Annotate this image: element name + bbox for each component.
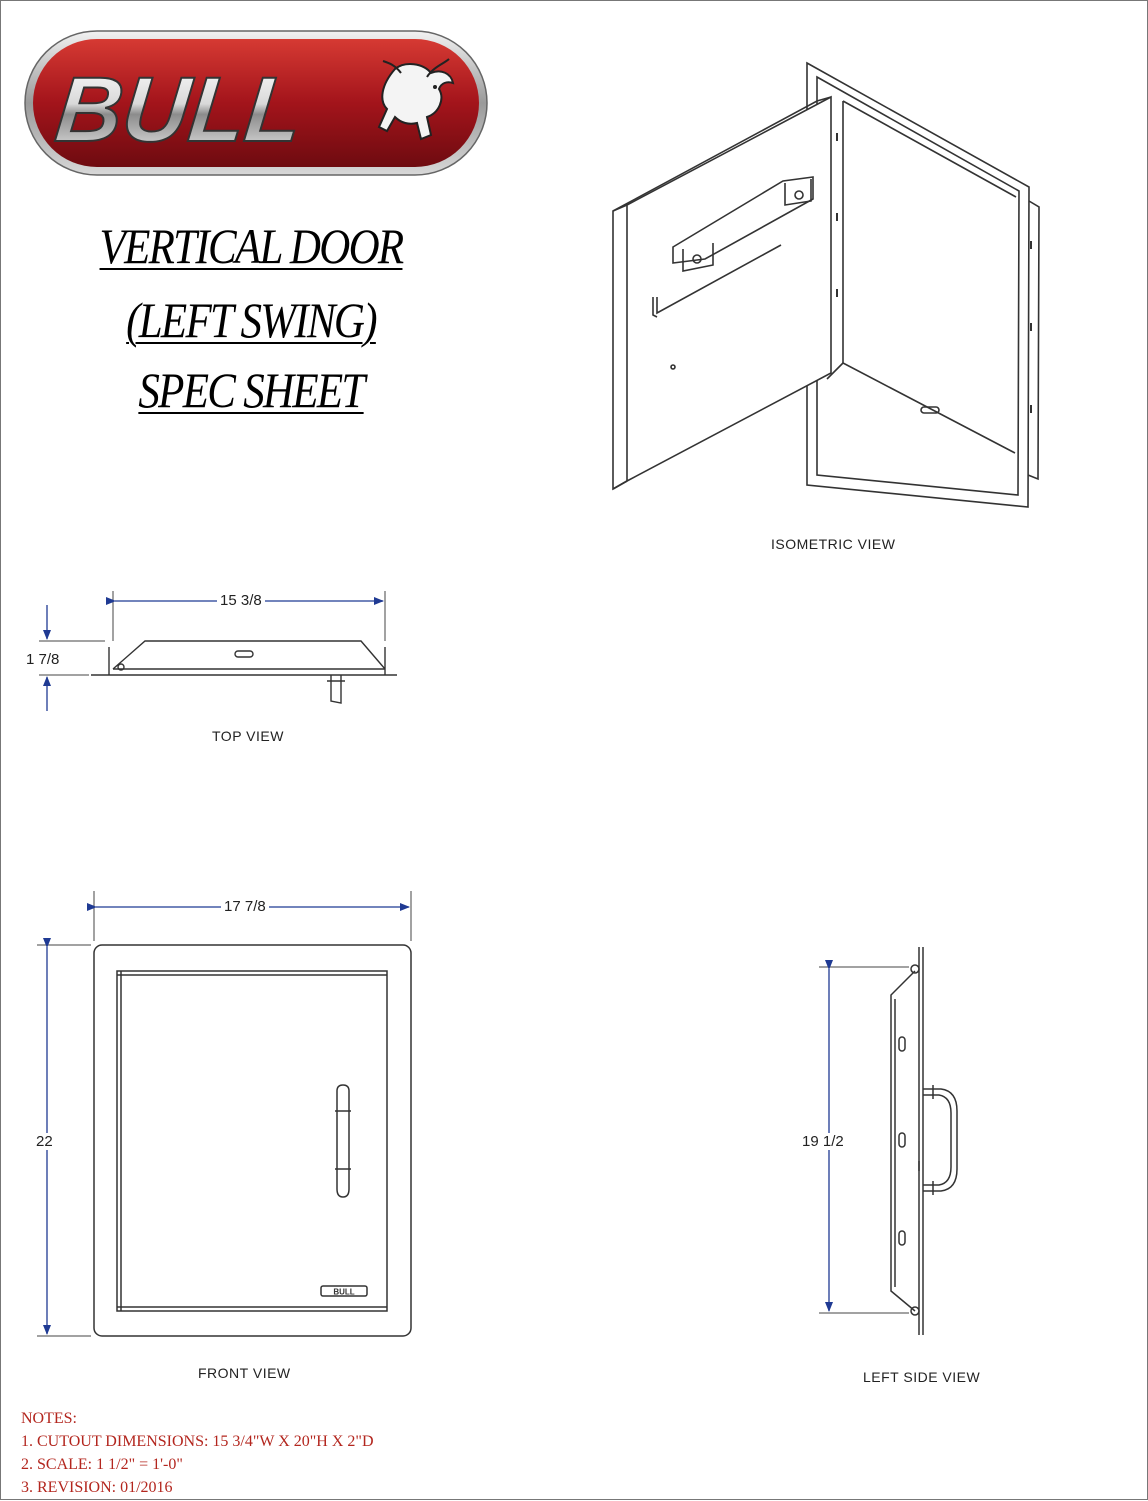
logo-text: BULL bbox=[51, 57, 308, 161]
technical-drawings bbox=[1, 1, 1148, 1501]
note-2: 2. SCALE: 1 1/2" = 1'-0" bbox=[21, 1456, 183, 1473]
notes-heading: NOTES: bbox=[21, 1410, 77, 1427]
front-view-drawing bbox=[37, 891, 411, 1336]
label-top-view: TOP VIEW bbox=[212, 728, 284, 744]
note-3: 3. REVISION: 01/2016 bbox=[21, 1479, 173, 1496]
dim-front-height: 22 bbox=[33, 1133, 56, 1150]
title-line-1: VERTICAL DOOR bbox=[99, 218, 403, 274]
label-left-side-view: LEFT SIDE VIEW bbox=[863, 1369, 981, 1385]
top-view-drawing bbox=[39, 591, 397, 711]
dim-side-height: 19 1/2 bbox=[799, 1133, 847, 1150]
title-line-3: SPEC SHEET bbox=[138, 362, 364, 418]
note-1: 1. CUTOUT DIMENSIONS: 15 3/4"W X 20"H X 2"D bbox=[21, 1433, 374, 1450]
notes bbox=[21, 1407, 374, 1499]
dim-front-width: 17 7/8 bbox=[221, 898, 269, 915]
dim-top-depth: 1 7/8 bbox=[23, 651, 62, 668]
door-badge-text: BULL bbox=[333, 1287, 355, 1297]
label-isometric-view: ISOMETRIC VIEW bbox=[771, 536, 896, 552]
isometric-view-drawing bbox=[613, 63, 1039, 507]
label-front-view: FRONT VIEW bbox=[198, 1365, 291, 1381]
title-line-2: (LEFT SWING) bbox=[126, 292, 376, 348]
dim-top-width: 15 3/8 bbox=[217, 592, 265, 609]
